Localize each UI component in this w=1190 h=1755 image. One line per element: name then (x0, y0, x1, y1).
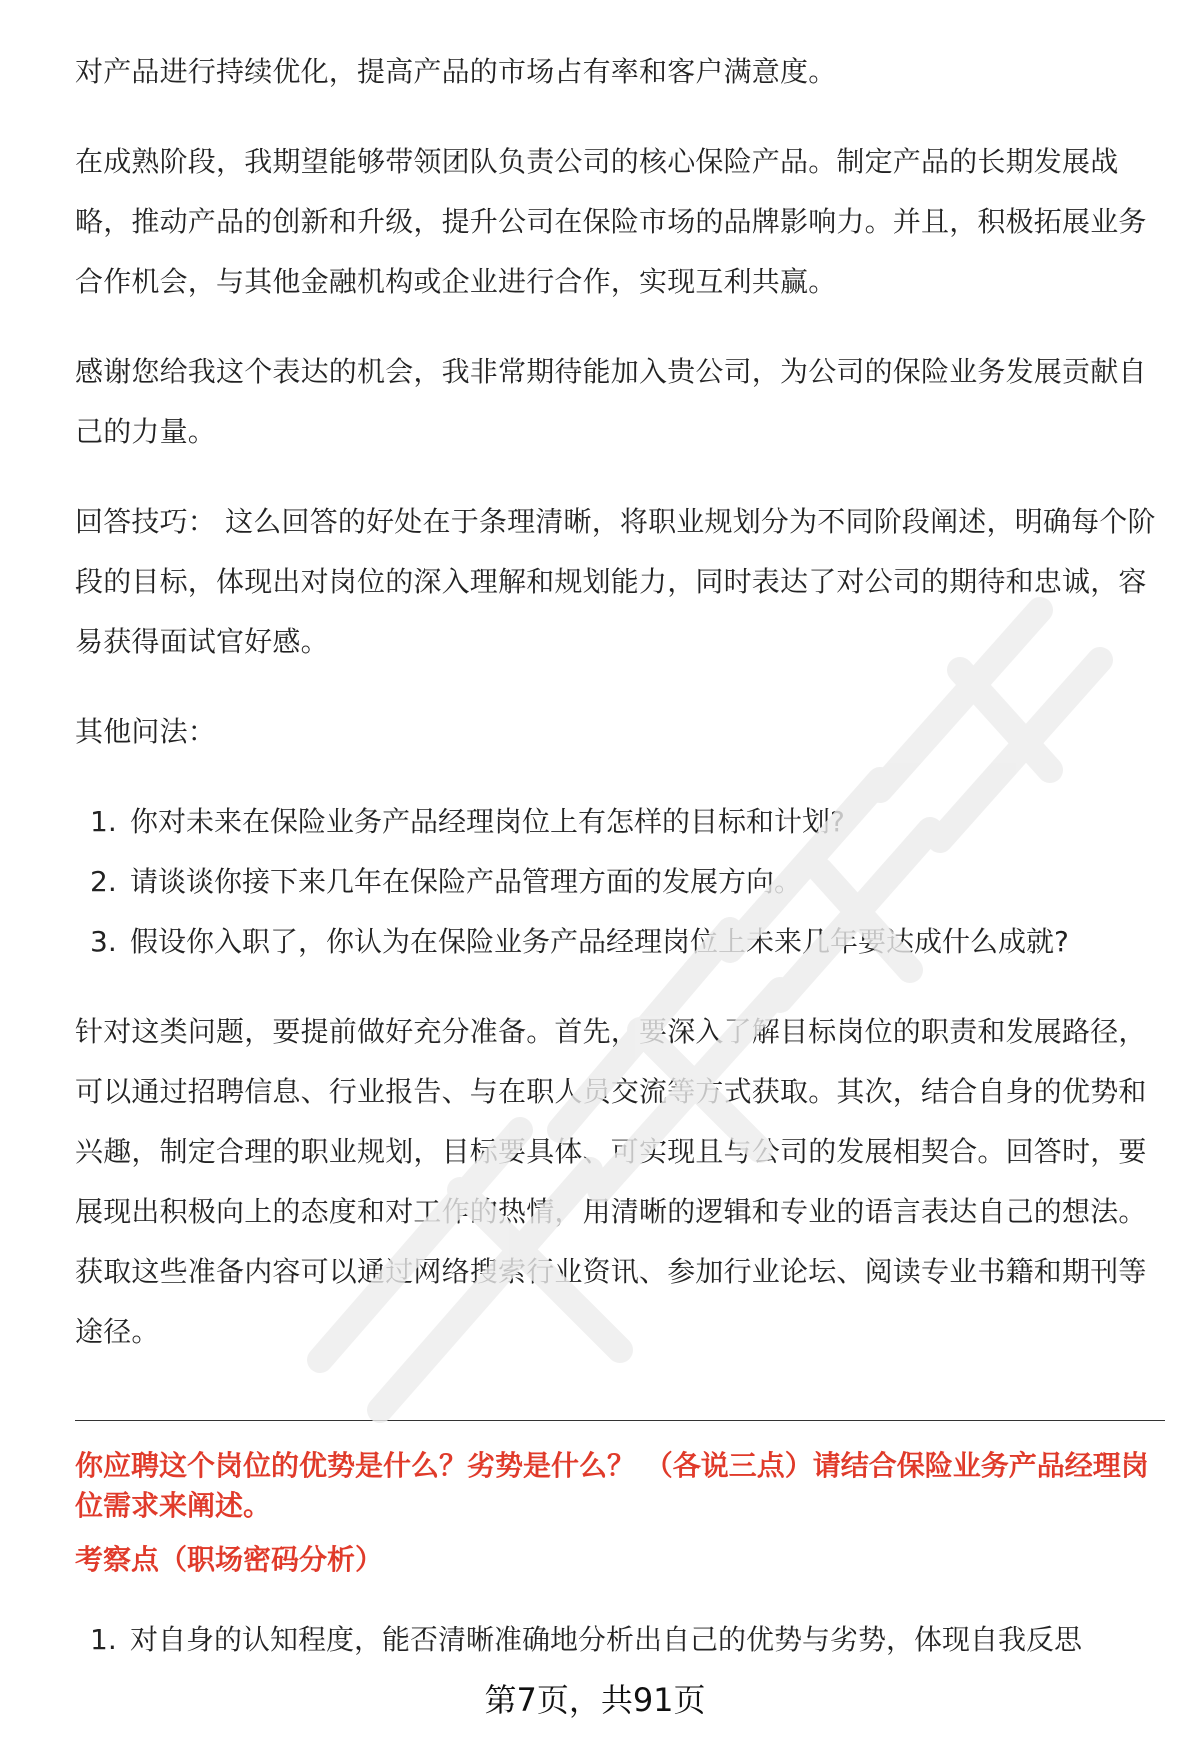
paragraph-answer-tips: 回答技巧： 这么回答的好处在于条理清晰，将职业规划分为不同阶段阐述，明确每个阶段的目标，体现出对岗位的深入理解和规划能力，同时表达了对公司的期待和忠诚，容易获得面试官好感。 (75, 505, 1156, 658)
paragraph-preparation-advice: 针对这类问题，要提前做好充分准备。首先，要深入了解目标岗位的职责和发展路径，可以通过招聘信息、行业报告、与在职人员交流等方式获取。其次，结合自身的优势和兴趣，制定合理的职业规划，目标要具体、可实现且与公司的发展相契合。回答时，要展现出积极向上的态度和对工作的热情，用清晰的逻辑和专业的语言表达自己的想法。获取这些准备内容可以通过网络搜索行业资讯、参加行业论坛、阅读专业书籍和期刊等途径。 (75, 1015, 1147, 1348)
list-item (75, 852, 1165, 912)
list-item-text: 请谈谈你接下来几年在保险产品管理方面的发展方向。 (130, 865, 803, 898)
other-questions-heading: 其他问法： (75, 715, 217, 748)
paragraph-mature-stage: 在成熟阶段，我期望能够带领团队负责公司的核心保险产品。制定产品的长期发展战略，推动产品的创新和升级，提升公司在保险市场的品牌影响力。并且，积极拓展业务合作机会，与其他金融机构或企业进行合作，实现互利共赢。 (75, 145, 1147, 298)
list-item-text: 你对未来在保险业务产品经理岗位上有怎样的目标和计划? (130, 805, 845, 838)
question-heading: 你应聘这个岗位的优势是什么？劣势是什么？ （各说三点）请结合保险业务产品经理岗位需求来阐述。 (75, 1449, 1149, 1522)
list-item-number: 2. (90, 865, 117, 898)
section-divider (75, 1420, 1165, 1421)
list-item-text: 假设你入职了，你认为在保险业务产品经理岗位上未来几年要达成什么成就? (130, 925, 1069, 958)
assessment-points-list (75, 1610, 1165, 1670)
paragraph-thanks: 感谢您给我这个表达的机会，我非常期待能加入贵公司，为公司的保险业务发展贡献自己的力量。 (75, 355, 1147, 448)
other-questions-list (75, 792, 1165, 972)
assessment-point-heading: 考察点（职场密码分析） (75, 1543, 384, 1576)
list-item-number: 3. (90, 925, 117, 958)
list-item-number: 1. (90, 805, 117, 838)
list-item (75, 912, 1165, 972)
list-item-number: 1. (90, 1623, 117, 1656)
list-item (75, 1610, 1165, 1670)
list-item-text: 对自身的认知程度，能否清晰准确地分析出自己的优势与劣势，体现自我反思 (130, 1623, 1083, 1656)
paragraph-product-optimization: 对产品进行持续优化，提高产品的市场占有率和客户满意度。 (75, 55, 837, 88)
list-item (75, 792, 1165, 852)
page-number-footer: 第7页，共91页 (484, 1681, 706, 1719)
